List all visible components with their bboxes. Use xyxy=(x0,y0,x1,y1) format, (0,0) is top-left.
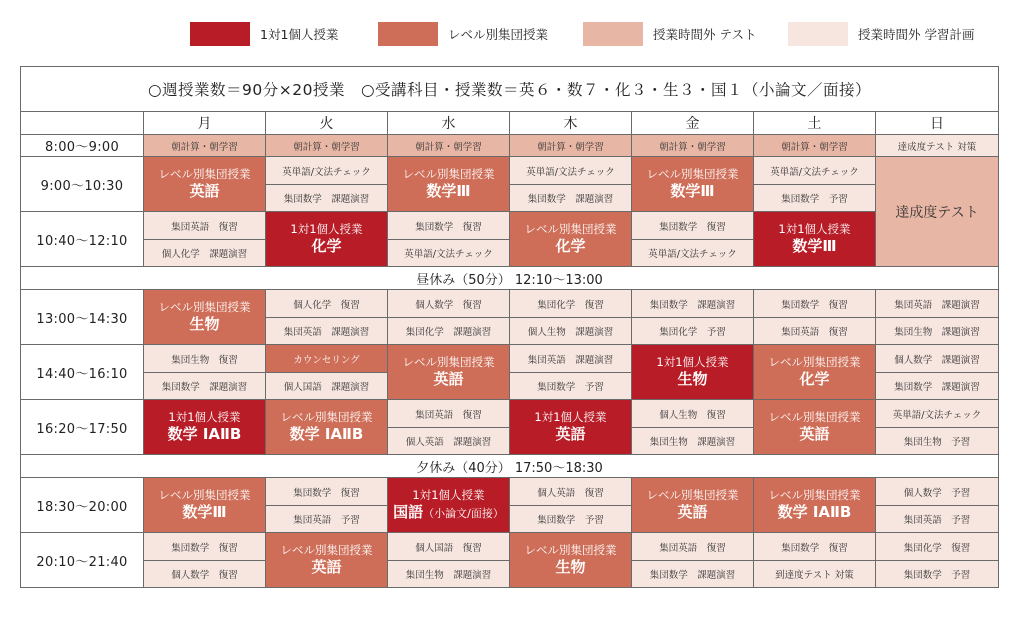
schedule-cell: 集団数学 復習 xyxy=(754,533,876,561)
lesson-subject: 数学 IAⅡB xyxy=(777,503,852,521)
schedule-cell: 個人生物 復習 xyxy=(632,400,754,428)
schedule-cell: 集団数学 予習 xyxy=(754,185,876,212)
lesson-subject: 数学Ⅲ xyxy=(182,503,227,521)
group-lesson-cell xyxy=(144,157,266,212)
schedule-cell: 個人英語 課題演習 xyxy=(388,428,510,455)
individual-lesson-cell xyxy=(754,212,876,267)
legend-label: レベル別集団授業 xyxy=(448,27,549,42)
legend-label: 1対1個人授業 xyxy=(260,27,339,42)
schedule-cell: 集団英語 予習 xyxy=(876,506,999,533)
lesson-subject: 英語 xyxy=(555,425,586,443)
schedule-cell: 集団英語 復習 xyxy=(144,212,266,240)
schedule-cell: 朝計算・朝学習 xyxy=(144,135,266,157)
lesson-type: 1対1個人授業 xyxy=(534,410,607,424)
schedule-cell: 個人生物 課題演習 xyxy=(510,318,632,345)
schedule-cell: 集団数学 予習 xyxy=(876,561,999,588)
schedule-cell: 英単語/文法チェック xyxy=(266,157,388,185)
lesson-type: レベル別集団授業 xyxy=(768,355,861,369)
schedule-cell: 個人数学 予習 xyxy=(876,478,999,506)
group-lesson-cell xyxy=(754,478,876,533)
schedule-cell: 朝計算・朝学習 xyxy=(388,135,510,157)
schedule-cell: 集団生物 課題演習 xyxy=(632,428,754,455)
schedule-cell: 集団数学 復習 xyxy=(388,212,510,240)
lesson-type: 1対1個人授業 xyxy=(656,355,729,369)
period-row-6 xyxy=(21,478,999,506)
individual-lesson-cell xyxy=(388,478,510,533)
schedule-cell: 集団生物 課題演習 xyxy=(388,561,510,588)
schedule-cell: 集団数学 復習 xyxy=(266,478,388,506)
schedule-cell: 到達度テスト 対策 xyxy=(754,561,876,588)
day-header-row xyxy=(21,112,999,135)
schedule-cell: 個人数学 課題演習 xyxy=(876,345,999,373)
legend-label: 授業時間外 学習計画 xyxy=(858,27,975,42)
schedule-cell: 集団英語 課題演習 xyxy=(510,345,632,373)
group-lesson-cell xyxy=(266,533,388,588)
legend-item-plan xyxy=(788,20,974,48)
lesson-subject: 数学Ⅲ xyxy=(426,182,471,200)
lesson-subject: 化学 xyxy=(555,237,586,255)
lesson-type: レベル別集団授業 xyxy=(158,488,251,502)
time-label: 16:20～17:50 xyxy=(21,400,144,455)
lesson-type: レベル別集団授業 xyxy=(524,222,617,236)
schedule-cell: 英単語/文法チェック xyxy=(388,240,510,267)
schedule-cell: 集団数学 予習 xyxy=(510,506,632,533)
schedule-cell: 集団数学 課題演習 xyxy=(266,185,388,212)
schedule-cell: 集団化学 課題演習 xyxy=(388,318,510,345)
lesson-type: レベル別集団授業 xyxy=(280,410,373,424)
lesson-subject: 英語 xyxy=(189,182,220,200)
corner-cell xyxy=(21,112,144,135)
lunch-break-label: 昼休み（50分） 12:10～13:00 xyxy=(21,267,999,290)
timetable-title: ○週授業数＝90分×20授業 ○受講科目・授業数＝英６・数７・化３・生３・国１（小論文／面接） xyxy=(21,67,999,112)
lesson-type: 1対1個人授業 xyxy=(168,410,241,424)
lesson-type: 1対1個人授業 xyxy=(778,222,851,236)
day-header: 木 xyxy=(510,112,632,135)
lesson-subject: 数学Ⅲ xyxy=(792,237,837,255)
schedule-cell: 英単語/文法チェック xyxy=(876,400,999,428)
schedule-cell: 朝計算・朝学習 xyxy=(266,135,388,157)
period-row-morning xyxy=(21,135,999,157)
lesson-subject: 数学Ⅲ xyxy=(670,182,715,200)
period-row-7 xyxy=(21,533,999,561)
day-header: 水 xyxy=(388,112,510,135)
lesson-subject: 英語 xyxy=(677,503,708,521)
schedule-cell: 朝計算・朝学習 xyxy=(510,135,632,157)
lesson-subject: 数学 IAⅡB xyxy=(289,425,364,443)
schedule-cell: 集団英語 復習 xyxy=(388,400,510,428)
schedule-cell: 朝計算・朝学習 xyxy=(632,135,754,157)
legend-item-individual xyxy=(190,20,338,48)
schedule-cell: 集団化学 復習 xyxy=(510,290,632,318)
legend xyxy=(0,20,1024,48)
individual-lesson-cell xyxy=(266,212,388,267)
group-lesson-cell xyxy=(632,157,754,212)
schedule-cell: 英単語/文法チェック xyxy=(754,157,876,185)
dinner-break-label: 夕休み（40分） 17:50～18:30 xyxy=(21,455,999,478)
individual-lesson-cell xyxy=(144,400,266,455)
group-lesson-cell xyxy=(266,400,388,455)
day-header: 金 xyxy=(632,112,754,135)
legend-item-group xyxy=(378,20,548,48)
schedule-cell: 集団英語 復習 xyxy=(632,533,754,561)
legend-swatch-individual xyxy=(190,22,250,46)
schedule-cell: 集団数学 課題演習 xyxy=(876,373,999,400)
lesson-subject-name: 国語 xyxy=(393,502,424,521)
schedule-cell: 朝計算・朝学習 xyxy=(754,135,876,157)
schedule-cell: 英単語/文法チェック xyxy=(632,240,754,267)
lesson-subject: 化学 xyxy=(311,237,342,255)
group-lesson-cell xyxy=(754,400,876,455)
time-label: 9:00～10:30 xyxy=(21,157,144,212)
time-label: 14:40～16:10 xyxy=(21,345,144,400)
schedule-cell: 集団生物 課題演習 xyxy=(876,318,999,345)
time-label: 13:00～14:30 xyxy=(21,290,144,345)
schedule-cell: 集団数学 復習 xyxy=(144,533,266,561)
lesson-type: レベル別集団授業 xyxy=(280,543,373,557)
dinner-break-row xyxy=(21,455,999,478)
schedule-cell: 個人国語 復習 xyxy=(388,533,510,561)
schedule-cell: 個人数学 復習 xyxy=(144,561,266,588)
day-header: 火 xyxy=(266,112,388,135)
schedule-cell: 集団化学 予習 xyxy=(632,318,754,345)
legend-item-test xyxy=(583,20,756,48)
legend-swatch-group xyxy=(378,22,438,46)
lesson-type: レベル別集団授業 xyxy=(646,488,739,502)
schedule-cell: 個人国語 課題演習 xyxy=(266,373,388,400)
lesson-type: レベル別集団授業 xyxy=(158,300,251,314)
schedule-cell: 集団数学 課題演習 xyxy=(510,185,632,212)
lesson-type: レベル別集団授業 xyxy=(768,488,861,502)
day-header: 日 xyxy=(876,112,999,135)
schedule-cell: 集団数学 予習 xyxy=(510,373,632,400)
lesson-type: レベル別集団授業 xyxy=(524,543,617,557)
group-lesson-cell xyxy=(632,478,754,533)
period-row-3 xyxy=(21,290,999,318)
schedule-cell: 個人数学 復習 xyxy=(388,290,510,318)
individual-lesson-cell xyxy=(510,400,632,455)
lesson-subject: 生物 xyxy=(677,370,708,388)
schedule-cell: 集団数学 復習 xyxy=(754,290,876,318)
lesson-type: 1対1個人授業 xyxy=(412,487,485,502)
lesson-type: レベル別集団授業 xyxy=(402,355,495,369)
legend-swatch-plan xyxy=(788,22,848,46)
day-header: 月 xyxy=(144,112,266,135)
lesson-type: レベル別集団授業 xyxy=(402,167,495,181)
group-lesson-cell xyxy=(144,478,266,533)
lesson-subject xyxy=(388,503,509,523)
day-header: 土 xyxy=(754,112,876,135)
schedule-cell: 個人化学 復習 xyxy=(266,290,388,318)
lesson-subject: 英語 xyxy=(799,425,830,443)
schedule-cell: 集団数学 課題演習 xyxy=(632,561,754,588)
group-lesson-cell xyxy=(754,345,876,400)
legend-swatch-test xyxy=(583,22,643,46)
schedule-cell: 個人英語 復習 xyxy=(510,478,632,506)
lesson-type: レベル別集団授業 xyxy=(646,167,739,181)
period-row-1 xyxy=(21,157,999,185)
lesson-subject: 生物 xyxy=(555,558,586,576)
period-row-4 xyxy=(21,345,999,373)
schedule-cell: 集団数学 課題演習 xyxy=(632,290,754,318)
legend-label: 授業時間外 テスト xyxy=(653,27,757,42)
schedule-cell: 集団数学 復習 xyxy=(632,212,754,240)
time-label: 8:00～9:00 xyxy=(21,135,144,157)
lesson-subject: 生物 xyxy=(189,315,220,333)
period-row-5 xyxy=(21,400,999,428)
lesson-type: レベル別集団授業 xyxy=(158,167,251,181)
counseling-cell: カウンセリング xyxy=(266,345,388,373)
schedule-cell: 集団英語 復習 xyxy=(754,318,876,345)
schedule-cell: 集団英語 予習 xyxy=(266,506,388,533)
lesson-type: レベル別集団授業 xyxy=(768,410,861,424)
lesson-subject-note: （小論文/面接） xyxy=(423,506,504,520)
schedule-cell: 集団生物 予習 xyxy=(876,428,999,455)
schedule-cell: 集団数学 課題演習 xyxy=(144,373,266,400)
lesson-subject: 化学 xyxy=(799,370,830,388)
time-label: 10:40～12:10 xyxy=(21,212,144,267)
schedule-cell: 集団英語 課題演習 xyxy=(876,290,999,318)
lesson-type: 1対1個人授業 xyxy=(290,222,363,236)
schedule-cell: 集団生物 復習 xyxy=(144,345,266,373)
time-label: 20:10～21:40 xyxy=(21,533,144,588)
schedule-cell: 個人化学 課題演習 xyxy=(144,240,266,267)
group-lesson-cell xyxy=(510,212,632,267)
schedule-cell: 達成度テスト 対策 xyxy=(876,135,999,157)
lesson-subject: 英語 xyxy=(311,558,342,576)
achievement-test-cell: 達成度テスト xyxy=(876,157,999,267)
period-row-2 xyxy=(21,212,999,240)
lunch-break-row xyxy=(21,267,999,290)
timetable xyxy=(20,66,999,588)
time-label: 18:30～20:00 xyxy=(21,478,144,533)
group-lesson-cell xyxy=(144,290,266,345)
schedule-cell: 英単語/文法チェック xyxy=(510,157,632,185)
lesson-subject: 数学 IAⅡB xyxy=(167,425,242,443)
group-lesson-cell xyxy=(388,157,510,212)
individual-lesson-cell xyxy=(632,345,754,400)
schedule-cell: 集団英語 課題演習 xyxy=(266,318,388,345)
group-lesson-cell xyxy=(510,533,632,588)
schedule-cell: 集団化学 復習 xyxy=(876,533,999,561)
group-lesson-cell xyxy=(388,345,510,400)
lesson-subject: 英語 xyxy=(433,370,464,388)
